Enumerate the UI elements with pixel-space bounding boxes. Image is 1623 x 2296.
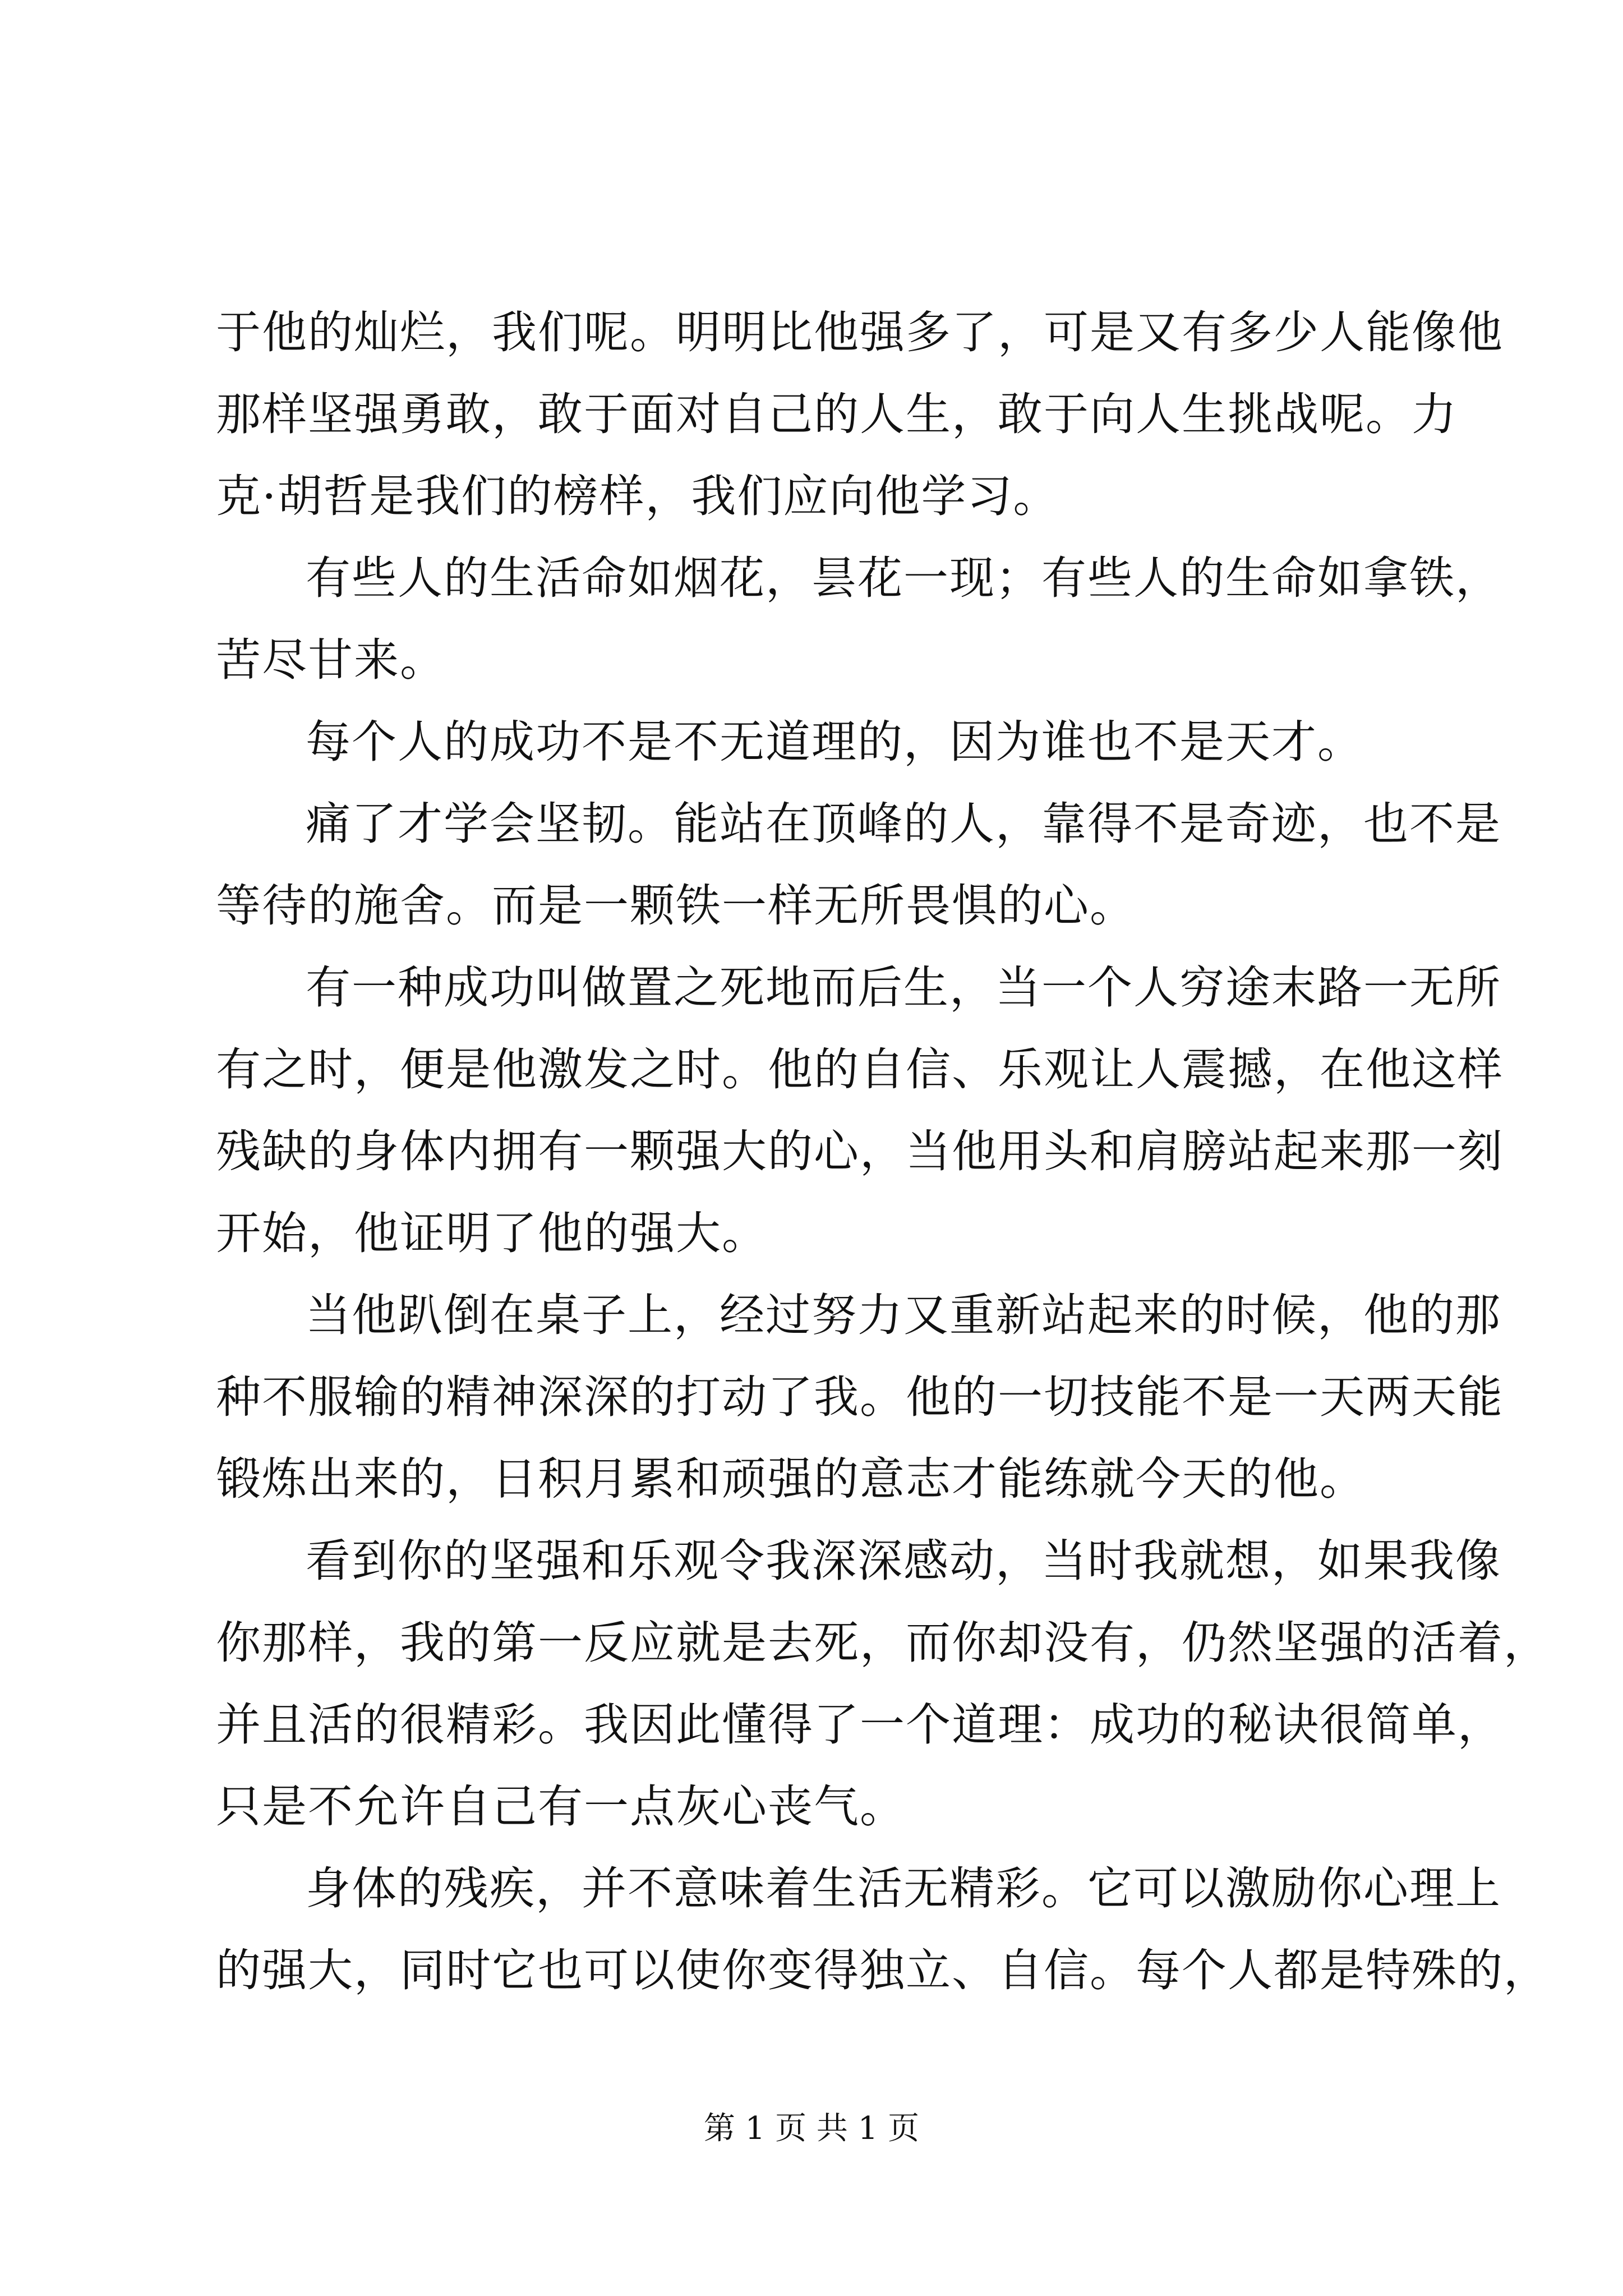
text-line: 开始，他证明了他的强大。 (216, 1207, 768, 1259)
text-line: 的强大，同时它也可以使你变得独立、自信。每个人都是特殊的， (216, 1944, 1550, 1996)
text-line: 于他的灿烂，我们呢。明明比他强多了，可是又有多少人能像他 (216, 306, 1504, 358)
text-line: 身体的残疾，并不意味着生活无精彩。它可以激励你心理上 (306, 1862, 1501, 1915)
text-line: 锻炼出来的，日积月累和顽强的意志才能练就今天的他。 (216, 1453, 1366, 1505)
text-line: 你那样，我的第一反应就是去死，而你却没有，仍然坚强的活着， (216, 1617, 1550, 1669)
text-line: 当他趴倒在桌子上，经过努力又重新站起来的时候，他的那 (306, 1289, 1501, 1341)
text-line: 有些人的生活命如烟花，昙花一现；有些人的生命如拿铁， (306, 552, 1501, 604)
text-line: 等待的施舍。而是一颗铁一样无所畏惧的心。 (216, 880, 1136, 932)
text-line: 种不服输的精神深深的打动了我。他的一切技能不是一天两天能 (216, 1371, 1504, 1423)
document-body (216, 292, 1550, 2012)
text-line: 并且活的很精彩。我因此懂得了一个道理：成功的秘诀很简单， (216, 1699, 1504, 1751)
text-line: 克·胡哲是我们的榜样，我们应向他学习。 (216, 470, 1059, 522)
text-line: 看到你的坚强和乐观令我深深感动，当时我就想，如果我像 (306, 1535, 1501, 1587)
text-line: 有之时，便是他激发之时。他的自信、乐观让人震撼，在他这样 (216, 1043, 1504, 1096)
text-line: 每个人的成功不是不无道理的，因为谁也不是天才。 (306, 716, 1363, 768)
text-line: 苦尽甘来。 (216, 634, 446, 686)
text-line: 残缺的身体内拥有一颗强大的心，当他用头和肩膀站起来那一刻 (216, 1125, 1504, 1177)
text-line: 痛了才学会坚韧。能站在顶峰的人，靠得不是奇迹，也不是 (306, 798, 1501, 850)
text-line: 那样坚强勇敢，敢于面对自己的人生，敢于向人生挑战呢。力 (216, 388, 1458, 440)
text-line: 有一种成功叫做置之死地而后生，当一个人穷途末路一无所 (306, 961, 1501, 1014)
text-line: 只是不允许自己有一点灰心丧气。 (216, 1780, 906, 1833)
page-number-footer: 第 1 页 共 1 页 (703, 2110, 920, 2147)
